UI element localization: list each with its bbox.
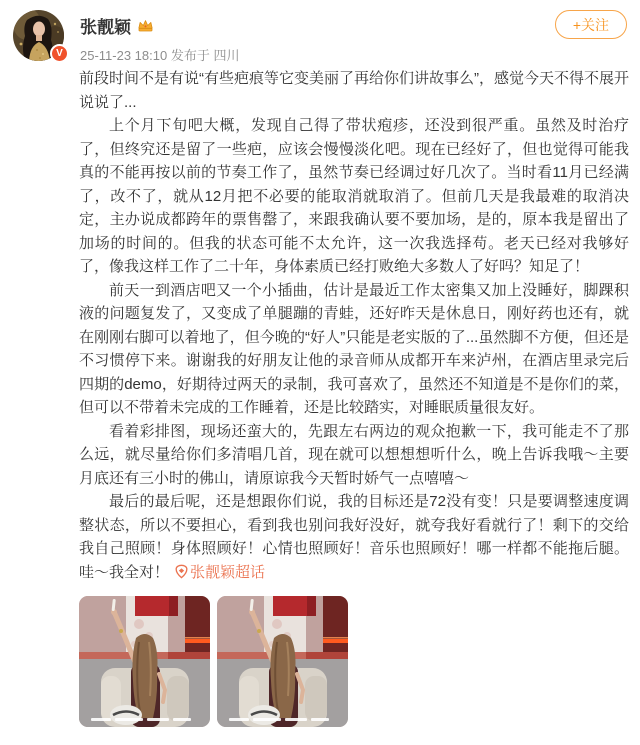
rehearsal-photo-2[interactable] (217, 596, 348, 727)
rehearsal-photo-1[interactable] (79, 596, 210, 727)
photo-grid (79, 596, 640, 727)
post-header (0, 0, 640, 63)
post-paragraph-1: 前段时间不是有说“有些疤痕等它变美丽了再给你们讲故事么”，感觉今天不得不展开说说了... (79, 70, 629, 111)
rehearsal-photo-2-image (217, 596, 348, 727)
post-paragraph-4: 看着彩排图，现场还蛮大的，先跟左右两边的观众抱歉一下，我可能走不了那么远，就尽量给你们多清唱几首，现在就可以想想想听什么，晚上告诉我哦～主要月底还有三小时的佛山，请原谅我今天暂时娇气一点嘻嘻～ (79, 422, 629, 487)
follow-button[interactable]: +关注 (555, 10, 627, 39)
supertopic-icon (174, 564, 189, 579)
supertopic-link[interactable] (169, 564, 265, 581)
verified-badge-icon: V (50, 44, 69, 63)
vip-crown-icon (137, 18, 154, 33)
post-paragraph-5 (79, 490, 629, 584)
username[interactable]: 张靓颖 (80, 18, 131, 37)
post-paragraph-3: 前天一到酒店吧又一个小插曲，估计是最近工作太密集又加上没睡好，脚踝积液的问题复发了，又变成了单腿蹦的青蛙，还好昨天是休息日，刚好药也还有，就在刚刚右脚可以着地了，但今晚的“好人”只能是老实版的了...虽然脚不方便，但还是不习惯停下来。谢谢我的好朋友让他的录音师从成都开车来泸州，在酒店里录完后四期的demo，好期待过两天的录制，我可喜欢了，虽然还不知道是不是你们的菜，但可以不带着未完成的工作睡着，还是比较踏实，对睡眠质量很友好。 (79, 281, 629, 416)
post-timestamp: 25-11-23 18:10 发布于 四川 (80, 48, 240, 63)
post-paragraph-2: 上个月下旬吧大概，发现自己得了带状疱疹，还没到很严重。虽然及时治疗了，但终究还是留了一些疤，应该会慢慢淡化吧。现在已经好了，但也觉得可能我真的不能再按以前的节奏工作了，虽然节奏已经调过好几次了。当时看11月已经满了，改不了，就从12月把不必要的能取消就取消了。但前几天是我最难的取消决定，主办说成都跨年的票售罄了，来跟我确认要不要加场，是的，原本我是留出了加场的时间的。但我的状态可能不太允许，这一次我选择苟。老天已经对我够好了，像我这样工作了二十年，身体素质已经打败绝大多数人了好吗？知足了！ (79, 117, 629, 275)
post-body (79, 67, 629, 584)
post-paragraph-5-text: 最后的最后呢，还是想跟你们说，我的目标还是72没有变！只是要调整速度调整状态，所以不要担心，看到我也别问我好没好，就夸我好看就行了！剩下的交给我自己照顾！身体照顾好！心情也照顾好！音乐也照顾好！哪一样都不能拖后腿。哇～我全对！ (79, 493, 629, 581)
supertopic-label: 张靓颖超话 (190, 563, 266, 581)
user-info (80, 0, 640, 64)
rehearsal-photo-1-image (79, 596, 210, 727)
avatar[interactable] (13, 10, 64, 61)
